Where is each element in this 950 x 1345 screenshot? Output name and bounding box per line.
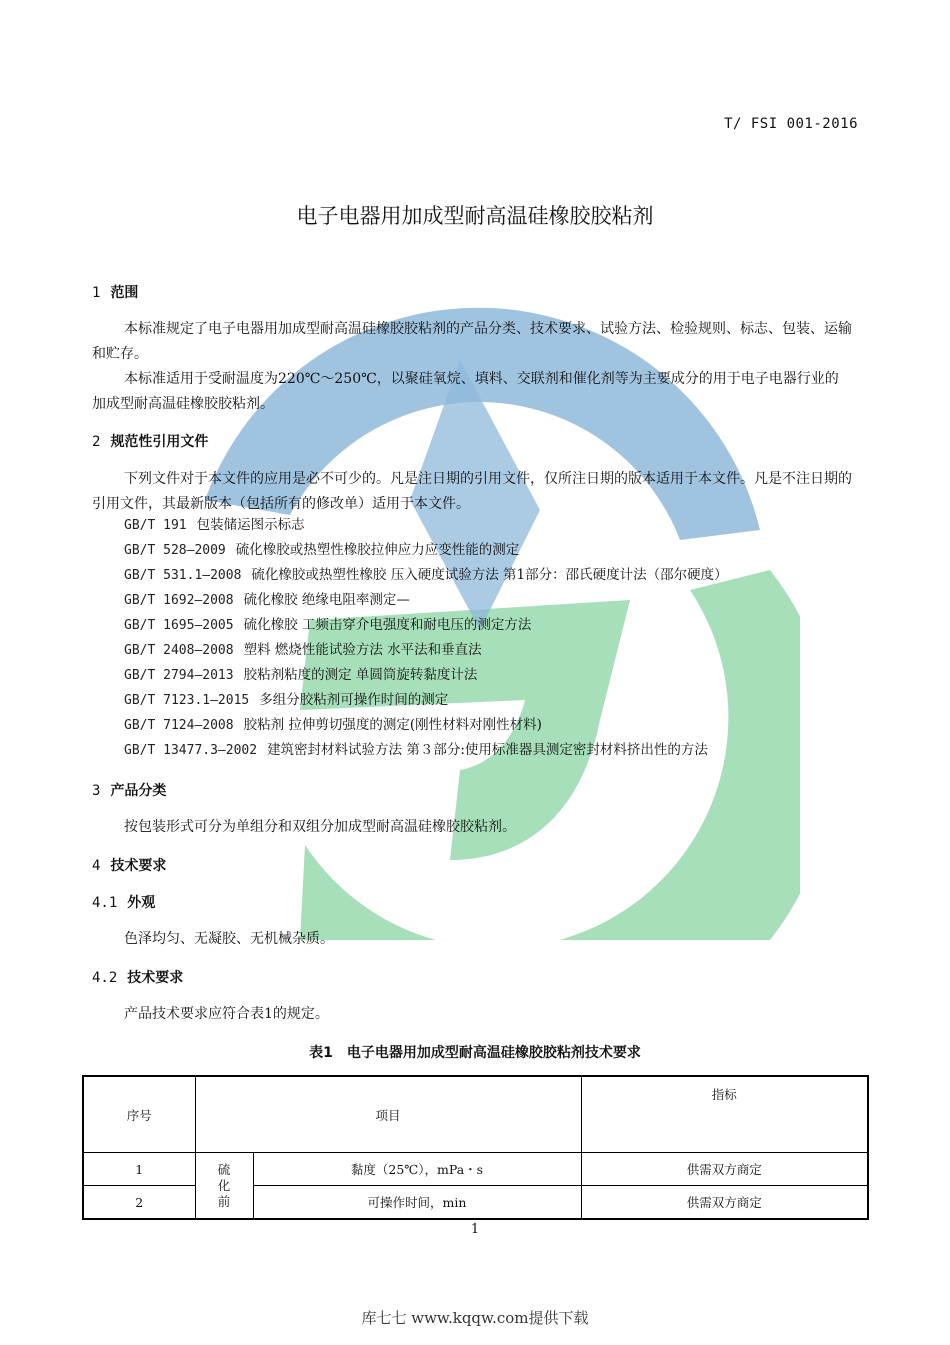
- reference-title: 胶粘剂 拉伸剪切强度的测定(刚性材料对刚性材料): [243, 717, 542, 733]
- download-footer: 库七七 www.kqqw.com提供下载: [361, 1309, 589, 1327]
- reference-title: 塑料 燃烧性能试验方法 水平法和垂直法: [243, 642, 482, 658]
- reference-code: GB/T 7123.1—2015: [124, 693, 250, 708]
- reference-item: [124, 738, 728, 763]
- row-value: 供需双方商定: [581, 1153, 868, 1186]
- reference-title: 硫化橡胶或热塑性橡胶拉伸应力应变性能的测定: [235, 542, 520, 558]
- reference-code: GB/T 13477.3—2002: [124, 743, 258, 758]
- classification-paragraph: 按包装形式可分为单组分和双组分加成型耐高温硅橡胶胶粘剂。: [124, 819, 516, 835]
- page-number: 1: [470, 1222, 480, 1237]
- row-item: 黏度（25℃），mPa・s: [253, 1153, 581, 1186]
- section-1-heading: [92, 282, 138, 302]
- reference-item: [124, 613, 728, 638]
- section-title: 外观: [127, 895, 156, 911]
- reference-code: GB/T 7124—2008: [124, 718, 234, 733]
- section-number: 2: [92, 434, 101, 450]
- reference-title: 胶粘剂粘度的测定 单圆筒旋转黏度计法: [243, 667, 478, 683]
- section-title: 范围: [110, 285, 139, 301]
- section-4-heading: [92, 855, 166, 875]
- header-seq: 序号: [83, 1076, 195, 1153]
- row-seq: 1: [83, 1153, 195, 1186]
- group-label: 硫化前: [217, 1161, 231, 1209]
- row-seq: 2: [83, 1186, 195, 1220]
- standard-number: T/ FSI 001-2016: [724, 116, 858, 132]
- reference-item: [124, 588, 728, 613]
- reference-item: [124, 663, 728, 688]
- table-row: [83, 1153, 868, 1186]
- section-3-heading: [92, 780, 166, 800]
- requirements-table: [82, 1075, 869, 1220]
- section-4-2-heading: [92, 967, 183, 987]
- section-title: 规范性引用文件: [110, 434, 209, 450]
- reference-code: GB/T 191: [124, 518, 187, 533]
- reference-title: 硫化橡胶或热塑性橡胶 压入硬度试验方法 第1部分：邵氏硬度计法（邵尔硬度）: [251, 567, 728, 583]
- requirements-paragraph: 产品技术要求应符合表1的规定。: [124, 1006, 329, 1022]
- header-item: 项目: [195, 1076, 581, 1153]
- reference-item: [124, 513, 728, 538]
- section-2-heading: [92, 431, 208, 451]
- reference-item: [124, 538, 728, 563]
- reference-code: GB/T 2408—2008: [124, 643, 234, 658]
- reference-code: GB/T 1695—2005: [124, 618, 234, 633]
- section-title: 技术要求: [127, 970, 184, 986]
- reference-code: GB/T 528—2009: [124, 543, 226, 558]
- reference-item: [124, 563, 728, 588]
- section-number: 4.2: [92, 970, 118, 986]
- section-number: 4: [92, 858, 101, 874]
- section-4-1-heading: [92, 892, 155, 912]
- row-value: 供需双方商定: [581, 1186, 868, 1220]
- section-number: 1: [92, 285, 101, 301]
- section-title: 产品分类: [110, 783, 167, 799]
- reference-code: GB/T 1692—2008: [124, 593, 234, 608]
- scope-paragraph-1: 本标准规定了电子电器用加成型耐高温硅橡胶胶粘剂的产品分类、技术要求、试验方法、检验规则、标志、包装、运输和贮存。: [92, 321, 852, 362]
- references-intro-paragraph: 下列文件对于本文件的应用是必不可少的。凡是注日期的引用文件，仅所注日期的版本适用于本文件。凡是不注日期的引用文件，其最新版本（包括所有的修改单）适用于本文件。: [92, 471, 852, 512]
- reference-title: 建筑密封材料试验方法 第３部分:使用标准器具测定密封材料挤出性的方法: [267, 742, 708, 758]
- section-number: 3: [92, 783, 101, 799]
- group-label-cell: [195, 1153, 253, 1220]
- reference-title: 包装储运图示标志: [196, 517, 305, 533]
- reference-item: [124, 713, 728, 738]
- reference-title: 多组分胶粘剂可操作时间的测定: [259, 692, 449, 708]
- reference-code: GB/T 531.1—2008: [124, 568, 242, 583]
- reference-title: 硫化橡胶 绝缘电阻率测定—: [243, 592, 410, 608]
- scope-paragraph-2: 本标准适用于受耐温度为220℃～250℃，以聚硅氧烷、填料、交联剂和催化剂等为主要成分的用于电子电器行业的加成型耐高温硅橡胶胶粘剂。: [92, 371, 839, 412]
- reference-list: [124, 513, 728, 763]
- header-indicator: 指标: [581, 1076, 868, 1153]
- section-number: 4.1: [92, 895, 118, 911]
- document-title: 电子电器用加成型耐高温硅橡胶胶粘剂: [296, 204, 654, 228]
- reference-title: 硫化橡胶 工频击穿介电强度和耐电压的测定方法: [243, 617, 532, 633]
- reference-item: [124, 638, 728, 663]
- section-title: 技术要求: [110, 858, 167, 874]
- appearance-paragraph: 色泽均匀、无凝胶、无机械杂质。: [124, 931, 334, 947]
- row-item: 可操作时间，min: [253, 1186, 581, 1220]
- reference-item: [124, 688, 728, 713]
- table-caption: 表1 电子电器用加成型耐高温硅橡胶胶粘剂技术要求: [309, 1045, 641, 1061]
- reference-code: GB/T 2794—2013: [124, 668, 234, 683]
- table-header-row: [83, 1076, 868, 1153]
